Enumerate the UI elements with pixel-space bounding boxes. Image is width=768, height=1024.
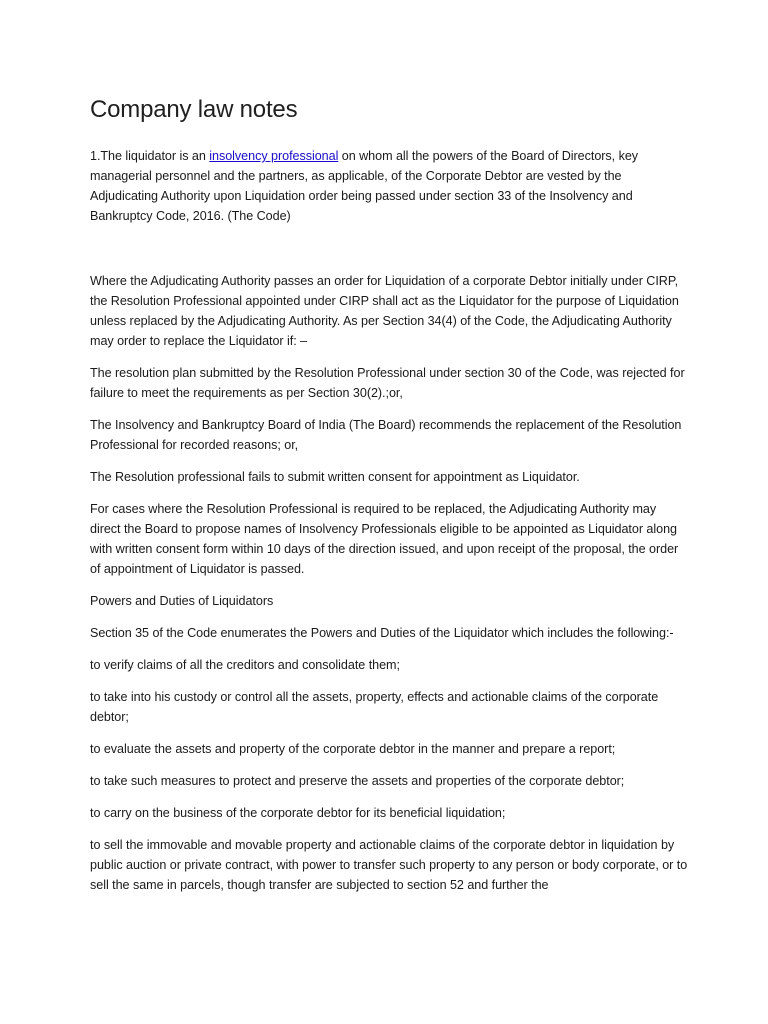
paragraph-replacement-conditions: Where the Adjudicating Authority passes an order for Liquidation of a corporate Debtor initially under CIRP, the Resolution Professional appointed under CIRP shall act as the Liquidator for the purpose of Liquidation unless replaced by the Adjudicating Authority. As per Section 34(4) of the Code, the Adjudicating Authority may order to replace the Liquidator if: – <box>90 274 679 348</box>
document-title: Company law notes <box>90 96 298 123</box>
section-heading-powers-duties: Powers and Duties of Liquidators <box>90 594 274 608</box>
intro-text-before-link: 1.The liquidator is an <box>90 149 210 163</box>
intro-paragraph <box>90 146 690 226</box>
duty-sell-property: to sell the immovable and movable property and actionable claims of the corporate debtor in liquidation by public auction or private contract, with power to transfer such property to any person or body corporate, or to sell the same in parcels, though transfer are subjected to section 52 and further the <box>90 838 688 892</box>
paragraph-replacement-process: For cases where the Resolution Professional is required to be replaced, the Adjudicating Authority may direct the Board to propose names of Insolvency Professionals eligible to be appointed as Liquidator along with written consent form within 10 days of the direction issued, and upon receipt of the proposal, the order of appointment of Liquidator is passed. <box>90 502 679 576</box>
document-page <box>90 94 690 907</box>
paragraph-board-recommends: The Insolvency and Bankruptcy Board of India (The Board) recommends the replacement of the Resolution Professional for recorded reasons; or, <box>90 418 682 452</box>
paragraph-plan-rejected: The resolution plan submitted by the Resolution Professional under section 30 of the Code, was rejected for failure to meet the requirements as per Section 30(2).;or, <box>90 366 685 400</box>
duty-verify-claims: to verify claims of all the creditors and consolidate them; <box>90 658 400 672</box>
duty-protect-assets: to take such measures to protect and preserve the assets and properties of the corporate debtor; <box>90 774 625 788</box>
duty-evaluate-assets: to evaluate the assets and property of the corporate debtor in the manner and prepare a report; <box>90 742 616 756</box>
duty-take-custody: to take into his custody or control all the assets, property, effects and actionable claims of the corporate debtor; <box>90 690 659 724</box>
paragraph-section-35: Section 35 of the Code enumerates the Powers and Duties of the Liquidator which includes the following:- <box>90 626 674 640</box>
intro-text-after-link: on whom all the powers of the Board of Directors, key managerial personnel and the partners, as applicable, of the Corporate Debtor are vested by the Adjudicating Authority upon Liquidation order being passed under section 33 of the Insolvency and Bankruptcy Code, 2016. (The Code) <box>90 149 639 223</box>
duty-carry-on-business: to carry on the business of the corporate debtor for its beneficial liquidation; <box>90 806 506 820</box>
insolvency-professional-link[interactable]: insolvency professional <box>209 149 339 163</box>
paragraph-consent-failure: The Resolution professional fails to submit written consent for appointment as Liquidator. <box>90 470 580 484</box>
